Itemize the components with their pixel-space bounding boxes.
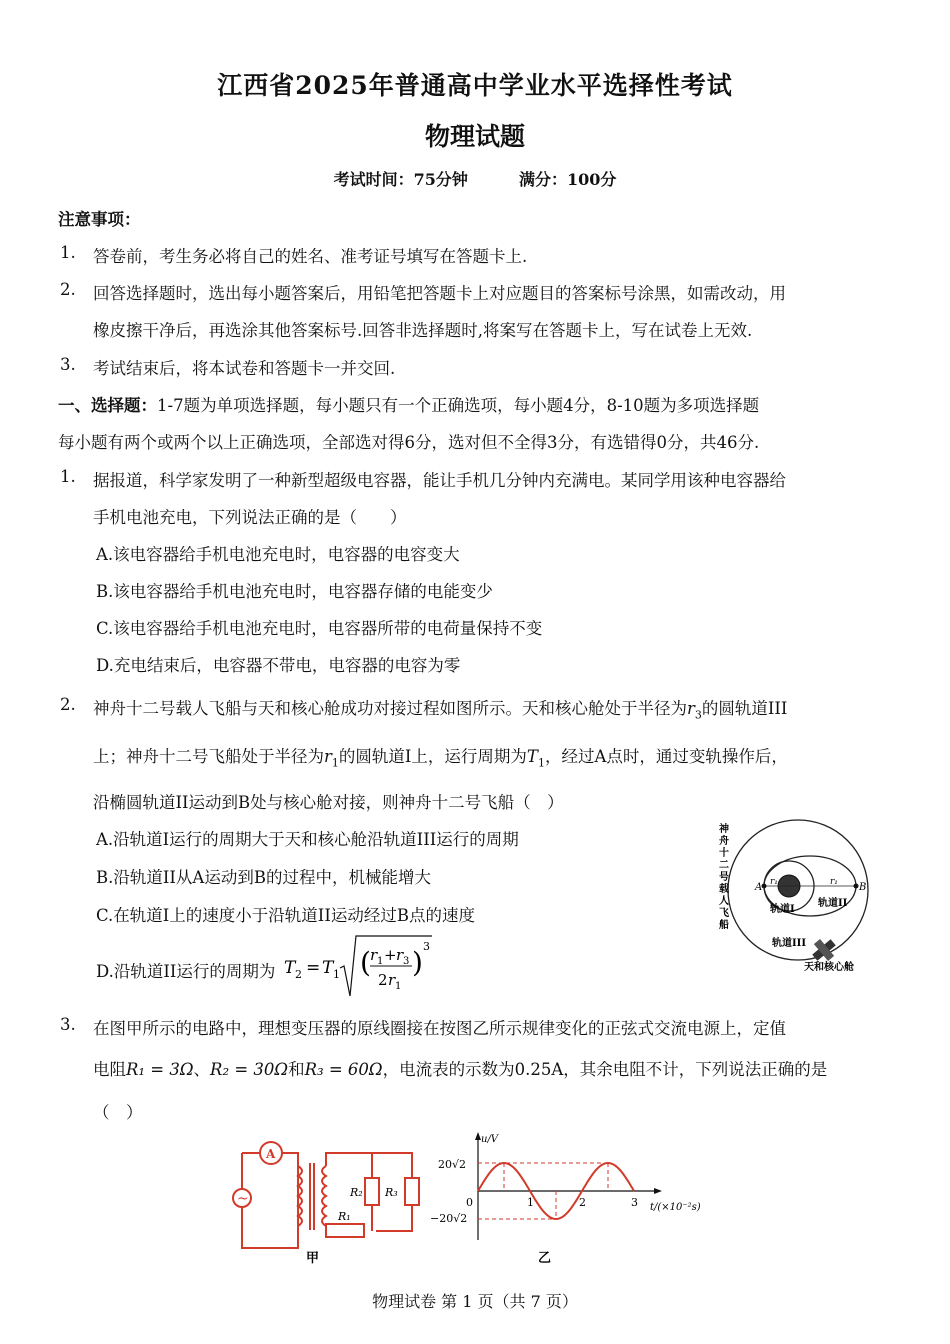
svg-text:1: 1 (377, 956, 384, 967)
q3-eq3: R₃ = 60Ω (304, 1060, 383, 1079)
y-axis-label: u/V (481, 1134, 499, 1145)
q1-stem-cont: 手机电池充电，下列说法正确的是（ ） (93, 508, 407, 527)
svg-text:T: T (284, 958, 296, 978)
resistor-r1 (326, 1224, 364, 1237)
q2-r3-sub: 3 (694, 708, 702, 722)
xtick-1: 1 (527, 1196, 534, 1209)
label-orbit2: 轨道II (818, 898, 848, 909)
svg-text:1: 1 (395, 981, 402, 992)
q2-r1: r (324, 747, 332, 766)
x-axis-label: t/(×10⁻²s) (650, 1202, 701, 1213)
notice-item-2-cont: 橡皮擦干净后，再选涂其他答案标号.回答非选择题时,将案写在答题卡上，写在试卷上无效. (93, 321, 753, 340)
q3-sep: 、 (193, 1060, 211, 1079)
label-orbit1: 轨道I (770, 904, 795, 915)
r3-label: R₃ (385, 1186, 398, 1199)
source-label: ~ (237, 1191, 249, 1207)
exam-title: 江西省2025年普通高中学业水平选择性考试 (217, 71, 733, 100)
q2-stem-b: 的圆轨道III (701, 699, 788, 718)
svg-text:+: + (384, 946, 397, 964)
section1-intro (58, 392, 759, 416)
exam-meta (0, 167, 950, 190)
q3-circuit-figure (226, 1128, 426, 1268)
q1-stem: 据报道，科学家发明了一种新型超级电容器，能让手机几分钟内充满电。某同学用该种电容器给 (93, 471, 786, 490)
xtick-3: 3 (631, 1196, 638, 1209)
q2-stem2-b: 的圆轨道I上，运行周期为 (338, 747, 527, 766)
q3-eq1: R₁ = 3Ω (126, 1060, 194, 1079)
q2-stem-a: 神舟十二号载人飞船与天和核心舱成功对接过程如图所示。天和核心舱处于半径为 (93, 699, 687, 718)
resistor-r2 (365, 1178, 379, 1205)
svg-text:1: 1 (333, 968, 340, 981)
q2-stem-line2 (93, 743, 788, 769)
notice-item-1: 答卷前，考生务必将自己的姓名、准考证号填写在答题卡上. (93, 247, 528, 266)
q2-T1: T (526, 747, 538, 766)
section1-label: 一、选择题： (58, 396, 157, 415)
q1-option-c: C.该电容器给手机电池充电时，电容器所带的电荷量保持不变 (96, 619, 543, 638)
svg-text:2: 2 (378, 971, 388, 989)
svg-text:2: 2 (295, 968, 302, 981)
q2-stem-line3: 沿椭圆轨道II运动到B处与核心舱对接，则神舟十二号飞船（ ） (93, 793, 564, 812)
q3-stem2-b: ，电流表的示数为0.25A，其余电阻不计，下列说法正确的是 (382, 1060, 828, 1079)
ship-label: 神舟十二号载人飞船 (719, 824, 729, 931)
r2-label: R₂ (350, 1186, 363, 1199)
exam-score: 满分：100分 (519, 170, 617, 189)
xtick-2: 2 (579, 1196, 586, 1209)
q2-option-a: A.沿轨道I运行的周期大于天和核心舱沿轨道III运行的周期 (96, 830, 519, 849)
ytick-pos: 20√2 (438, 1158, 467, 1171)
q2-stem (93, 695, 787, 721)
q2-option-d-label: D.沿轨道II运行的周期为 (96, 962, 276, 981)
q2-r1-sub: 1 (331, 756, 339, 770)
notice-heading: 注意事项： (58, 210, 141, 229)
section1-desc-cont: 每小题有两个或两个以上正确选项，全部选对得6分，选对但不全得3分，有选错得0分，共46分. (58, 433, 760, 452)
q2-period-formula (282, 932, 452, 1002)
q2-orbit-figure (712, 810, 888, 980)
resistor-r3 (405, 1178, 419, 1205)
q1-option-b: B.该电容器给手机电池充电时，电容器存储的电能变少 (96, 582, 493, 601)
notice-item-3: 考试结束后，将本试卷和答题卡一并交回. (93, 359, 396, 378)
svg-text:r: r (388, 971, 396, 989)
svg-text:r: r (396, 946, 404, 964)
q1-option-d: D.充电结束后，电容器不带电，电容器的电容为零 (96, 656, 461, 675)
svg-text:): ) (412, 946, 423, 979)
notice-item-2: 回答选择题时，选出每小题答案后，用铅笔把答题卡上对应题目的答案标号涂黑，如需改动，用 (93, 284, 786, 303)
q1-num: 1. (60, 467, 76, 486)
label-b: B (859, 882, 867, 893)
notice-num-1: 1. (60, 243, 76, 262)
q3-stem: 在图甲所示的电路中，理想变压器的原线圈接在按图乙所示规律变化的正弦式交流电源上，定值 (93, 1019, 786, 1038)
notice-num-2: 2. (60, 280, 76, 299)
q2-option-d (96, 958, 275, 982)
exam-time: 考试时间：75分钟 (333, 170, 468, 189)
label-r1b: r₁ (830, 877, 838, 887)
label-a: A (755, 882, 763, 893)
label-station: 天和核心舱 (804, 962, 854, 973)
ytick-neg: −20√2 (430, 1212, 468, 1225)
svg-text:(: ( (360, 946, 371, 979)
q3-stem-line3: （ ） (93, 1103, 143, 1122)
q3-stem2-a: 电阻 (93, 1060, 126, 1079)
q3-stem-line2 (93, 1056, 827, 1080)
page-footer: 物理试卷 第 1 页（共 7 页） (372, 1292, 578, 1311)
fig-jia-caption: 甲 (306, 1251, 320, 1266)
fig-yi-caption: 乙 (538, 1251, 552, 1266)
label-r1: r₁ (770, 877, 778, 887)
svg-text:3: 3 (403, 956, 410, 967)
svg-text:3: 3 (423, 940, 430, 953)
svg-text:=: = (306, 958, 321, 978)
q2-T1-sub: 1 (537, 756, 545, 770)
svg-text:T: T (322, 958, 334, 978)
q3-num: 3. (60, 1015, 76, 1034)
q2-num: 2. (60, 695, 76, 714)
exam-subtitle: 物理试题 (424, 122, 525, 151)
q2-stem2-c: ，经过A点时，通过变轨操作后， (544, 747, 788, 766)
q2-stem2-a: 上；神舟十二号飞船处于半径为 (93, 747, 324, 766)
section1-desc: 1-7题为单项选择题，每小题只有一个正确选项，每小题4分，8-10题为多项选择题 (157, 396, 760, 415)
q2-option-b: B.沿轨道II从A运动到B的过程中，机械能增大 (96, 868, 431, 887)
q2-r3: r (687, 699, 695, 718)
q3-and: 和 (288, 1060, 305, 1079)
q3-voltage-chart (430, 1128, 720, 1268)
xtick-0: 0 (466, 1196, 473, 1209)
r1-label: R₁ (338, 1210, 351, 1223)
q2-option-c: C.在轨道I上的速度小于沿轨道II运动经过B点的速度 (96, 906, 475, 925)
label-orbit3: 轨道III (772, 938, 807, 949)
ammeter-label: A (266, 1147, 276, 1161)
notice-num-3: 3. (60, 355, 76, 374)
q1-option-a: A.该电容器给手机电池充电时，电容器的电容变大 (96, 545, 460, 564)
q3-eq2: R₂ = 30Ω (210, 1060, 289, 1079)
svg-text:r: r (370, 946, 378, 964)
